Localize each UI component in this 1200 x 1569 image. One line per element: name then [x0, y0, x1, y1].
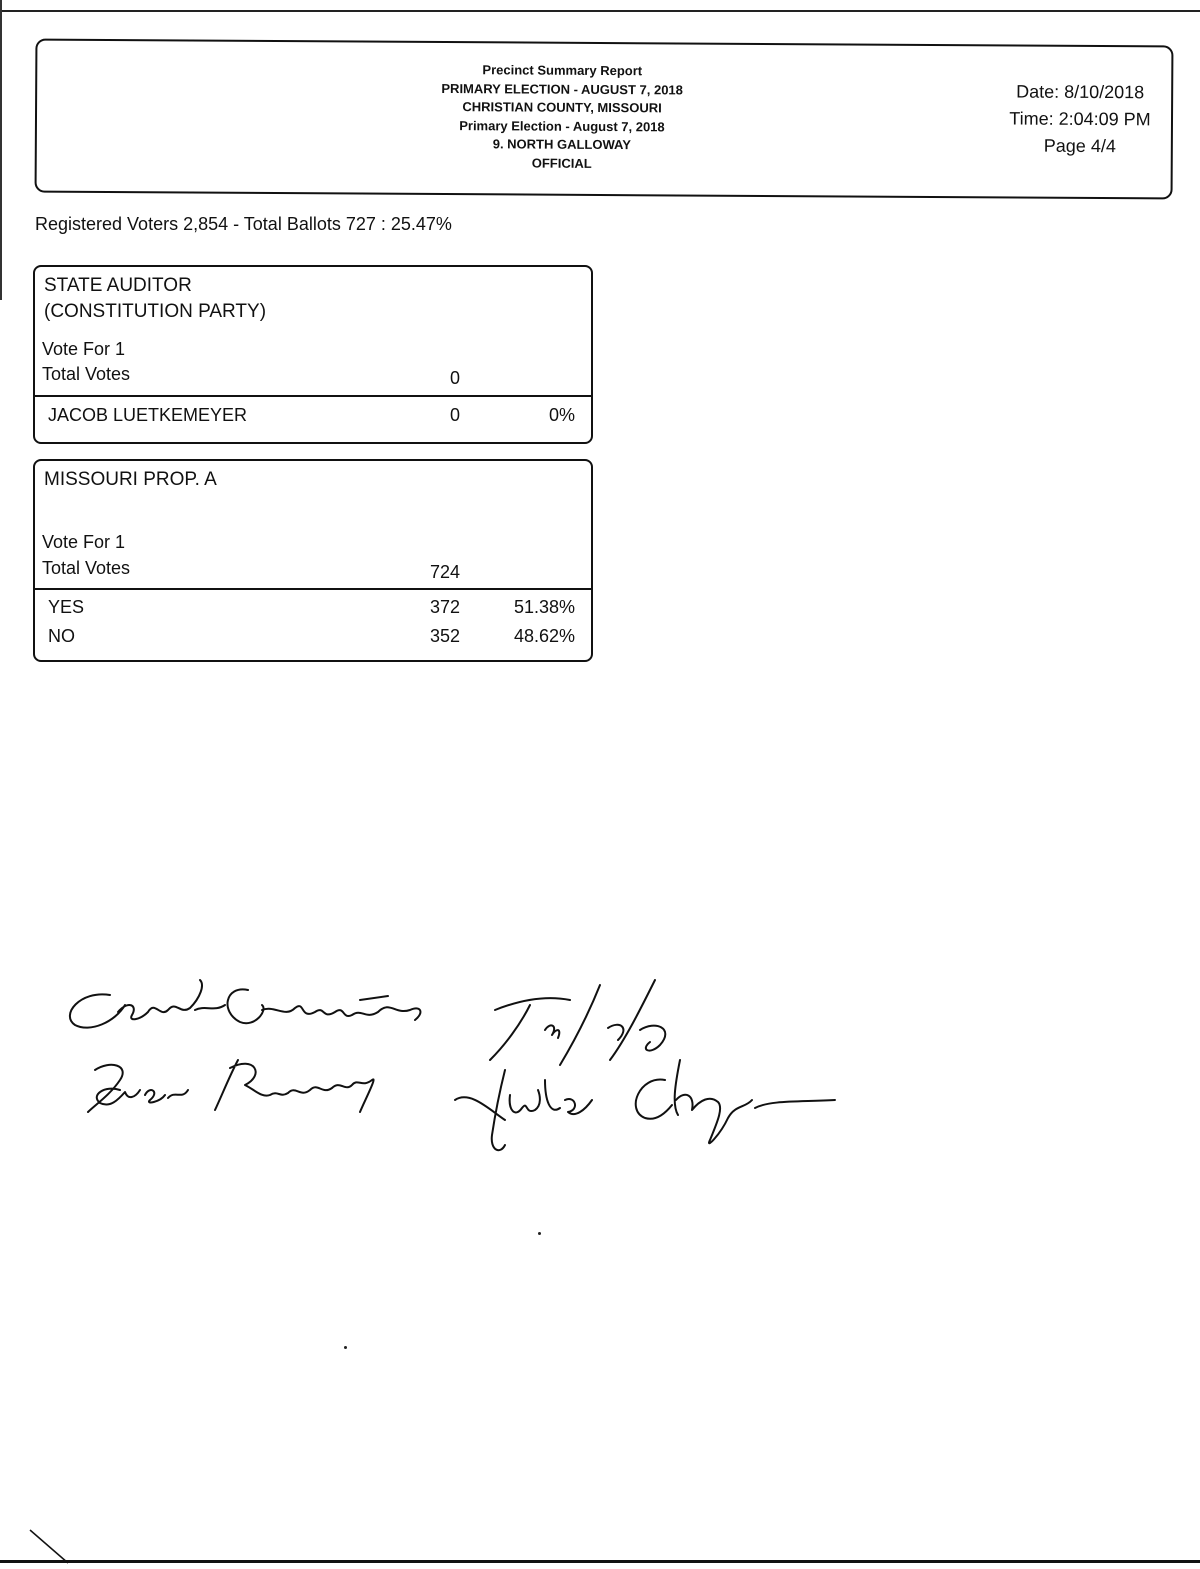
choice-votes: 372 [429, 597, 460, 617]
page-number: Page 4/4 [1043, 135, 1116, 157]
signature-julie-chapman [455, 1060, 835, 1150]
election-subtitle: Primary Election - August 7, 2018 [459, 117, 665, 134]
vote-for-label: Vote For 1 [42, 339, 126, 359]
report-time: Time: 2:04:09 PM [1009, 108, 1151, 130]
precinct-name: 9. NORTH GALLOWAY [492, 136, 631, 153]
report-title: Precinct Summary Report [482, 62, 643, 79]
choice-votes: 0 [449, 405, 460, 425]
total-votes-value: 0 [449, 368, 460, 388]
signature-carl-essick [70, 980, 421, 1028]
choice-name: JACOB LUETKEMEYER [48, 405, 248, 425]
election-name: PRIMARY ELECTION - AUGUST 7, 2018 [441, 80, 683, 97]
county-name: CHRISTIAN COUNTY, MISSOURI [462, 99, 662, 116]
scan-mark [30, 1530, 68, 1563]
choice-name: NO [48, 626, 75, 646]
signature-tim [490, 980, 665, 1065]
choice-percent: 0% [548, 405, 575, 425]
choice-name: YES [48, 597, 85, 617]
choice-votes: 352 [429, 626, 460, 646]
contest-title-line: (CONSTITUTION PARTY) [44, 301, 267, 322]
report-date: Date: 8/10/2018 [1016, 81, 1145, 103]
scan-speck [538, 1232, 541, 1235]
total-votes-value: 724 [429, 562, 460, 582]
contest-title-line: MISSOURI PROP. A [44, 469, 217, 490]
official-label: OFFICIAL [531, 155, 592, 171]
scan-speck [344, 1346, 347, 1349]
total-votes-label: Total Votes [42, 558, 131, 578]
choice-percent: 48.62% [513, 626, 575, 646]
choice-percent: 51.38% [513, 597, 575, 617]
vote-for-label: Vote For 1 [42, 532, 126, 552]
scan-edge-bottom [0, 1560, 1200, 1563]
signature-lisa-russell [88, 1060, 374, 1112]
contest-title-line: STATE AUDITOR [44, 275, 192, 296]
total-votes-label: Total Votes [42, 364, 131, 384]
registration-summary: Registered Voters 2,854 - Total Ballots 727 : 25.47% [35, 214, 452, 234]
